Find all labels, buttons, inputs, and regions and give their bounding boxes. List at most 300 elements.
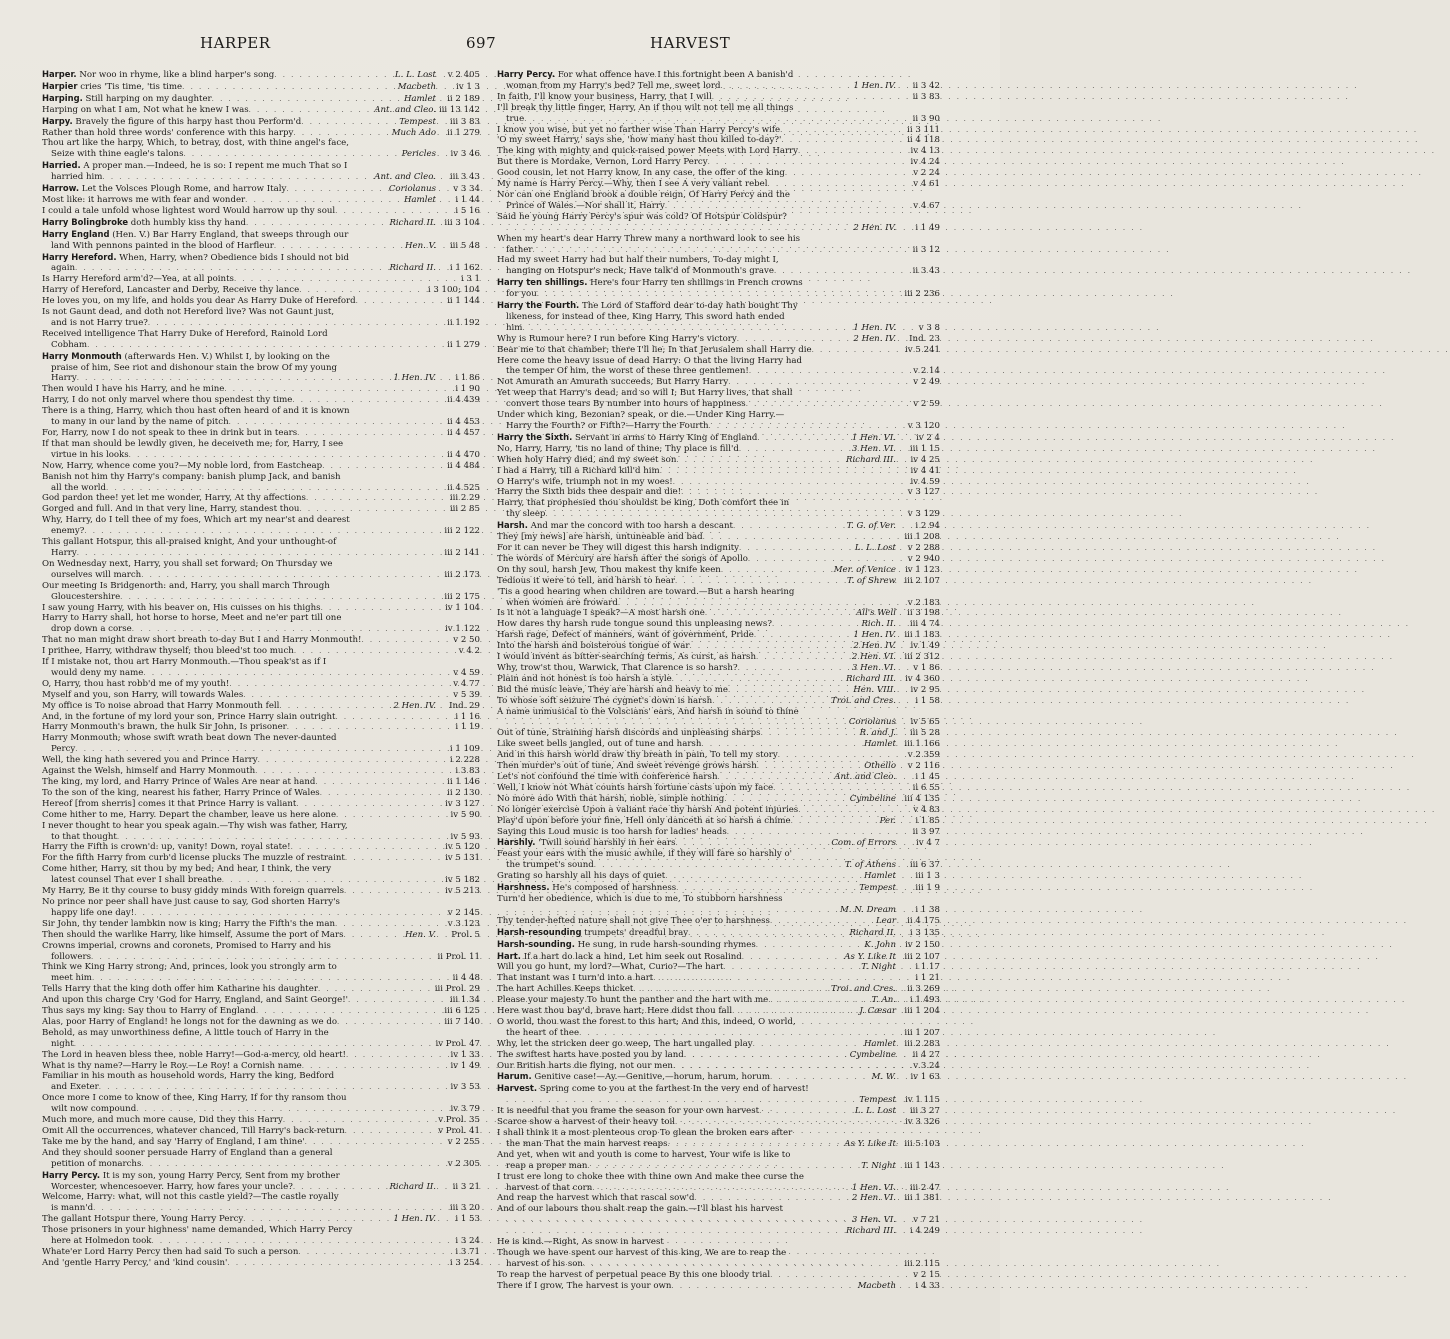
citation xyxy=(433,1116,480,1126)
leader-dots xyxy=(785,169,893,179)
quotation-line xyxy=(497,740,940,750)
quotation-text xyxy=(497,664,738,674)
quotation-text xyxy=(42,117,301,128)
quotation-text xyxy=(497,1107,759,1117)
play-title: Lear xyxy=(875,915,896,926)
quotation: Here come the heavy issue of dead Harry: O that the living Harry had xyxy=(497,355,803,366)
leader-dots xyxy=(721,566,831,576)
act-scene-line: i 1 44 xyxy=(455,194,480,205)
headword-entry xyxy=(497,883,940,894)
page-number: 697 xyxy=(466,34,497,52)
leader-dots xyxy=(356,297,433,307)
citation xyxy=(433,396,480,406)
act-scene-line: i 1 17 xyxy=(915,962,940,973)
quotation-line xyxy=(497,1282,940,1292)
act-scene-line: ii 3 83 xyxy=(912,91,940,102)
quotation: to that thought xyxy=(51,831,117,842)
quotation-text xyxy=(42,647,294,657)
quotation: He loves you, on my life, and holds you dear As Harry Duke of Hereford xyxy=(42,296,356,307)
act-scene-line: iii 3 27 xyxy=(909,1106,940,1117)
quotation-text xyxy=(497,784,773,794)
quotation-line xyxy=(42,974,480,984)
play-title: Mer. of Venice xyxy=(833,564,896,575)
quotation-line xyxy=(42,1215,480,1225)
citation xyxy=(425,286,480,296)
quotation: O Harry's wife, triumph not in my woes! xyxy=(497,476,673,487)
citation xyxy=(433,669,480,679)
play-title: Much Ado xyxy=(391,127,436,138)
quotation: Our British harts die flying, not our men xyxy=(497,1060,673,1071)
quotation: Let the Volsces Plough Rome, and harrow Italy xyxy=(81,184,287,195)
quotation-line xyxy=(497,1118,940,1128)
quotation: The king with mighty and quick-raised power Meets with Lord Harry xyxy=(497,146,799,157)
quotation: There if I grow, The harvest is your own xyxy=(497,1280,672,1291)
quotation: Yet weep that Harry's dead; and so will I; But Harry lives, that shall xyxy=(497,388,793,399)
quotation: Prince of Wales.—Nor shall it, Harry xyxy=(506,200,665,211)
quotation-text xyxy=(497,828,727,838)
leader-dots xyxy=(315,778,433,788)
quotation: No longer exercise Upon a valiant race thy harsh And potent injuries xyxy=(497,804,799,815)
quotation-text xyxy=(497,1040,753,1050)
quotation: I never thought to hear you speak again.—Thy wish was father, Harry, xyxy=(42,820,348,831)
quotation: Come hither to me, Harry. Depart the chamber, leave us here alone xyxy=(42,809,337,820)
act-scene-line: iii 1 183 xyxy=(904,630,940,641)
quotation-text xyxy=(42,734,336,744)
quotation-text xyxy=(506,267,774,277)
citation xyxy=(850,82,940,92)
act-scene-line: ii 6 55 xyxy=(912,782,940,793)
act-scene-line: iii 1 15 xyxy=(909,443,940,454)
quotation-line xyxy=(497,544,940,554)
act-scene-line: iv 3 326 xyxy=(905,1117,940,1128)
quotation-text xyxy=(506,1260,583,1270)
citation xyxy=(893,422,940,432)
headword-entry xyxy=(497,928,940,939)
quotation-line xyxy=(497,335,940,345)
citation xyxy=(433,549,480,559)
quotation-line xyxy=(497,828,940,838)
citation xyxy=(433,1062,480,1072)
citation xyxy=(858,620,940,630)
headword: Harping. xyxy=(42,92,83,103)
quotation-line xyxy=(497,158,940,168)
act-scene-line: v 1 86 xyxy=(913,662,940,673)
quotation-text xyxy=(42,1215,243,1225)
quotation-text xyxy=(51,571,141,581)
headword: Harry Percy. xyxy=(42,1169,101,1180)
citation xyxy=(843,675,940,685)
citation xyxy=(433,1259,480,1269)
quotation-text xyxy=(497,301,798,312)
quotation-text xyxy=(42,1248,298,1258)
quotation: I shall think it a most plenteous crop To glean the broken ears after xyxy=(497,1128,793,1138)
quotation-line xyxy=(497,357,940,367)
quotation: and is not Harry true? xyxy=(51,317,148,328)
quotation-line xyxy=(497,762,940,772)
play-title: Macbeth xyxy=(397,81,436,92)
headword-entry xyxy=(42,1171,480,1182)
play-title: Tempest xyxy=(399,116,436,127)
leader-dots xyxy=(753,1040,861,1050)
leader-dots xyxy=(798,147,893,157)
leader-dots xyxy=(671,1282,854,1292)
act-scene-line: v 2 145 xyxy=(447,907,480,918)
citation xyxy=(893,488,940,498)
headword-entry xyxy=(42,82,480,93)
act-scene-line: iii 6 125 xyxy=(444,1006,480,1017)
quotation-text xyxy=(42,139,349,149)
quotation-line xyxy=(497,1062,940,1072)
act-scene-line: iii 1 204 xyxy=(904,1006,940,1017)
play-title: 3 Hen. VI. xyxy=(851,662,896,673)
act-scene-line: ii 1 279 xyxy=(447,127,480,138)
citation xyxy=(849,434,940,444)
act-scene-line: v 4 2 xyxy=(458,646,480,657)
leader-dots xyxy=(344,931,402,941)
leader-dots xyxy=(665,872,861,882)
quotation: latest counsel That ever I shall breathe xyxy=(51,875,222,886)
quotation-text xyxy=(51,1204,93,1214)
leader-dots xyxy=(732,1007,856,1017)
citation xyxy=(433,1237,480,1247)
citation xyxy=(401,95,480,105)
quotation-text xyxy=(497,1129,792,1139)
quotation-text xyxy=(51,549,77,559)
quotation-line xyxy=(497,872,940,882)
quotation: Spring come to you at the farthest In the very end of harvest! xyxy=(539,1084,809,1095)
play-title: Richard II. xyxy=(389,1181,436,1192)
quotation: Out of tune, Straining harsh discords and unpleasing sharps xyxy=(497,728,761,739)
play-title: M. N. Dream xyxy=(839,904,896,915)
citation xyxy=(433,1204,480,1214)
quotation-text xyxy=(42,161,347,172)
citation xyxy=(386,219,480,229)
quotation-text xyxy=(42,614,341,624)
act-scene-line: i 4 33 xyxy=(915,1280,940,1291)
quotation-text xyxy=(497,729,761,739)
leader-dots xyxy=(537,290,893,300)
quotation-line xyxy=(497,806,940,816)
headword-entry xyxy=(497,521,940,532)
quotation-line xyxy=(42,953,480,963)
quotation-text xyxy=(42,1193,339,1203)
citation xyxy=(893,1118,940,1128)
quotation-line xyxy=(497,895,940,905)
quotation-text xyxy=(497,235,800,245)
quotation-line xyxy=(497,367,940,377)
headword: Harpier xyxy=(42,80,78,91)
quotation-line xyxy=(42,407,480,417)
leader-dots xyxy=(712,93,893,103)
quotation: Well, the king hath severed you and Prince Harry xyxy=(42,755,258,766)
quotation-text xyxy=(42,253,349,264)
quotation: Come hither, Harry, sit thou by my bed; And hear, I think, the very xyxy=(42,864,332,875)
quotation-line xyxy=(42,909,480,919)
quotation-line xyxy=(42,560,480,570)
play-title: Troi. and Cres. xyxy=(830,695,896,706)
quotation: him xyxy=(506,322,523,333)
quotation: I had a Harry, till a Richard kill'd him xyxy=(497,465,660,476)
act-scene-line: i 1 45 xyxy=(915,772,940,782)
play-title: 1 Hen. VI. xyxy=(851,432,896,443)
quotation: That no man might draw short breath to-day But I and Harry Monmouth! xyxy=(42,635,362,646)
act-scene-line: v 3 123 xyxy=(447,918,480,929)
quotation-text xyxy=(42,440,343,450)
quotation-line xyxy=(42,669,480,679)
quotation-line xyxy=(497,1007,940,1017)
leader-dots xyxy=(346,1051,433,1061)
running-head-right: HARVEST xyxy=(650,34,731,52)
act-scene-line: ii 3 21 xyxy=(452,1181,480,1192)
quotation-text xyxy=(497,740,701,750)
quotation-line xyxy=(497,147,940,157)
quotation: When my heart's dear Harry Threw many a northward look to see his xyxy=(497,233,801,244)
quotation-text xyxy=(497,378,728,388)
act-scene-line: iv 1 49 xyxy=(910,641,940,652)
citation xyxy=(433,1105,480,1115)
headword-entry xyxy=(42,161,480,172)
act-scene-line: v 7 21 xyxy=(913,1215,940,1226)
quotation-line xyxy=(497,488,940,498)
act-scene-line: iv 1 63 xyxy=(910,1072,940,1083)
play-title: Hen. V. xyxy=(404,240,436,251)
quotation-text xyxy=(42,1116,283,1126)
quotation: Take me by the hand, and say 'Harry of England, I am thine' xyxy=(42,1136,305,1147)
citation xyxy=(849,653,940,663)
quotation-text xyxy=(42,756,258,766)
act-scene-line: iv 1 49 xyxy=(450,1060,480,1071)
quotation-text xyxy=(42,843,291,853)
leader-dots xyxy=(361,636,433,646)
quotation: Banish not him thy Harry's company: banish plump Jack, and banish xyxy=(42,471,341,482)
quotation-text xyxy=(497,278,803,289)
leader-dots xyxy=(774,267,893,277)
quotation-text xyxy=(42,462,322,472)
quotation-text xyxy=(497,708,799,718)
citation xyxy=(844,577,940,587)
leader-dots xyxy=(183,150,398,160)
citation xyxy=(861,941,940,951)
play-title: Ant. and Cleo. xyxy=(374,104,436,115)
quotation-line xyxy=(42,680,480,690)
quotation-text xyxy=(42,516,350,526)
act-scene-line: iii 1 9 xyxy=(915,883,940,894)
leader-dots xyxy=(256,1007,433,1017)
citation xyxy=(433,1160,480,1170)
leader-dots xyxy=(151,1237,433,1247)
act-scene-line: ii 3 90 xyxy=(912,113,940,124)
quotation-text xyxy=(51,909,134,919)
headword-entry xyxy=(42,70,480,81)
citation xyxy=(857,729,940,739)
citation xyxy=(433,691,480,701)
quotation: And mar the concord with too harsh a descant xyxy=(530,521,733,532)
act-scene-line: v 2 50 xyxy=(453,635,480,646)
citation xyxy=(893,533,940,543)
quotation: harried him xyxy=(51,172,103,183)
citation xyxy=(433,207,480,217)
quotation: On Wednesday next, Harry, you shall set forward; On Thursday we xyxy=(42,558,333,569)
quotation-text xyxy=(42,767,255,777)
play-title: R. and J. xyxy=(859,728,896,739)
quotation-text xyxy=(497,1062,673,1072)
leader-dots xyxy=(675,1118,893,1128)
quotation-text xyxy=(51,833,117,843)
quotation: For what offence have I this fortnight been A banish'd xyxy=(557,70,794,80)
act-scene-line: ii 3 111 xyxy=(907,124,940,135)
citation xyxy=(828,985,940,995)
act-scene-line: iii 2 312 xyxy=(904,652,940,663)
quotation: This gallant Hotspur, this all-praised knight, And your unthought-of xyxy=(42,537,337,548)
quotation-text xyxy=(51,242,274,252)
leader-dots xyxy=(234,275,433,285)
leader-dots xyxy=(673,478,893,488)
act-scene-line: v 2 49 xyxy=(913,377,940,388)
quotation-text xyxy=(42,996,348,1006)
citation xyxy=(433,636,480,646)
quotation-line xyxy=(497,974,940,984)
citation xyxy=(856,1007,940,1017)
citation xyxy=(856,884,940,894)
leader-dots xyxy=(689,642,850,652)
quotation-line xyxy=(497,817,940,827)
play-title: 2 Hen. IV. xyxy=(853,333,896,344)
quotation-text xyxy=(42,505,299,515)
act-scene-line: iii 2 115 xyxy=(904,1258,940,1269)
quotation-text xyxy=(497,1271,770,1281)
leader-dots xyxy=(345,854,433,864)
citation xyxy=(432,985,480,995)
quotation: thy sleep xyxy=(506,509,546,520)
quotation: And reap the harvest which that rascal sow'd xyxy=(497,1193,695,1204)
citation xyxy=(869,996,940,1006)
quotation: Like sweet bells jangled, out of tune and harsh xyxy=(497,739,702,750)
quotation-line xyxy=(42,139,480,149)
quotation-text xyxy=(497,653,756,663)
play-title: T. An. xyxy=(871,995,896,1006)
act-scene-line: iv 1 3 xyxy=(455,81,480,92)
leader-dots xyxy=(249,106,372,116)
quotation-line xyxy=(42,451,480,461)
quotation-text xyxy=(497,346,812,356)
quotation-text xyxy=(42,218,246,229)
citation xyxy=(433,1051,480,1061)
quotation-line xyxy=(497,1051,940,1061)
quotation-line xyxy=(497,224,940,234)
quotation-text xyxy=(51,527,84,537)
play-title: 2 Hen. VI. xyxy=(851,652,896,663)
act-scene-line: ii 3 97 xyxy=(912,826,940,837)
quotation-line xyxy=(42,330,480,340)
citation xyxy=(433,451,480,461)
leader-dots xyxy=(724,795,847,805)
quotation-line xyxy=(42,647,480,657)
quotation: Let's not confound the time with conference harsh xyxy=(497,772,718,782)
leader-dots xyxy=(688,929,846,939)
citation xyxy=(893,510,940,520)
quotation-line xyxy=(42,1051,480,1061)
leader-dots xyxy=(134,909,433,919)
quotation-text xyxy=(42,1072,334,1082)
citation xyxy=(850,642,940,652)
leader-dots xyxy=(274,242,402,252)
quotation-text xyxy=(497,147,798,157)
quotation: He's composed of harshness xyxy=(552,883,677,894)
citation xyxy=(399,150,480,160)
leader-dots xyxy=(297,429,433,439)
act-scene-line: v 4 83 xyxy=(913,804,940,815)
play-title: 3 Hen. VI. xyxy=(851,1215,896,1226)
quotation: Why, let the stricken deer go weep, The hart ungalled play xyxy=(497,1038,753,1049)
leader-dots xyxy=(749,367,893,377)
leader-dots xyxy=(286,185,386,195)
play-title: Pericles xyxy=(401,149,436,160)
quotation: (afterwards Hen. V.) Whilst I, by looking on the xyxy=(124,351,330,362)
leader-dots xyxy=(721,82,851,92)
headword-entry xyxy=(42,352,480,363)
quotation-line xyxy=(42,636,480,646)
quotation: Omit All the occurrences, whatever chanced, Till Harry's back-return xyxy=(42,1126,345,1136)
quotation-line xyxy=(42,963,480,973)
play-title: Othello xyxy=(864,761,896,772)
act-scene-line: i 1 49 xyxy=(915,222,940,233)
quotation: And they should sooner persuade Harry of England than a general xyxy=(42,1147,333,1158)
headword-entry xyxy=(497,1084,940,1095)
leader-dots xyxy=(748,555,893,565)
leader-dots xyxy=(737,335,851,345)
citation xyxy=(841,1140,940,1150)
quotation-line xyxy=(497,708,940,718)
quotation: The Lord in heaven bless thee, noble Harry!—God-a-mercy, old heart! xyxy=(42,1049,347,1060)
quotation-text xyxy=(497,488,681,498)
citation xyxy=(850,224,940,234)
quotation-text xyxy=(497,1051,684,1061)
leader-dots xyxy=(337,1018,433,1028)
leader-dots xyxy=(798,806,893,816)
act-scene-line: iv 5 131 xyxy=(445,853,480,864)
leader-dots xyxy=(255,767,433,777)
play-title: Rich. II. xyxy=(861,619,896,630)
quotation-line xyxy=(42,920,480,930)
leader-dots xyxy=(506,224,850,234)
citation xyxy=(849,1184,940,1194)
leader-dots xyxy=(141,1160,433,1170)
quotation: followers xyxy=(51,951,91,962)
citation xyxy=(433,843,480,853)
quotation-line xyxy=(497,850,940,860)
quotation: petition of monarchs xyxy=(51,1158,142,1169)
act-scene-line: iii 2 29 xyxy=(449,493,480,504)
quotation-line xyxy=(497,642,940,652)
quotation: Then would I have his Harry, and he mine xyxy=(42,384,225,395)
play-title: Hamlet xyxy=(863,1038,896,1049)
play-title: T. of Shrew xyxy=(847,575,896,586)
leader-dots xyxy=(781,136,893,146)
act-scene-line: ii 4 525 xyxy=(447,482,480,493)
quotation: My Harry, Be it thy course to busy giddy minds With foreign quarrels xyxy=(42,886,345,897)
quotation-text xyxy=(497,467,660,477)
citation xyxy=(402,242,480,252)
right-column xyxy=(497,70,940,1315)
play-title: Hen. VIII. xyxy=(853,684,896,695)
quotation-text xyxy=(497,795,724,805)
citation xyxy=(432,1040,480,1050)
citation xyxy=(433,1138,480,1148)
headword: Harry the Fourth. xyxy=(497,300,580,311)
quotation: hanging on Hotspur's neck, Have talk'd of Monmouth's grave xyxy=(506,266,774,277)
quotation: A proper man.—Indeed, he is so: I repent me much That so I xyxy=(83,161,348,172)
quotation-text xyxy=(497,1018,796,1028)
